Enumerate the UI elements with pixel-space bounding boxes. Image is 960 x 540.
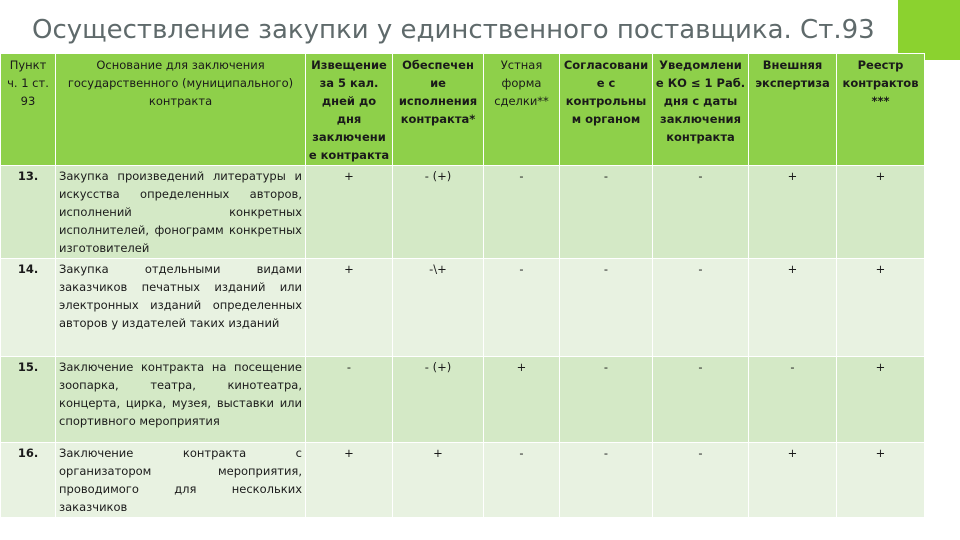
mark-approval: - (560, 259, 653, 357)
slide-title: Осуществление закупки у единственного поставщика. Ст.93 (32, 15, 875, 45)
header-registry: Реестр контрактов *** (837, 54, 925, 166)
mark-registry: + (837, 166, 925, 259)
mark-registry: + (837, 443, 925, 518)
row-number: 14. (1, 259, 56, 357)
mark-oral-form: - (484, 259, 560, 357)
mark-oral-form: + (484, 357, 560, 443)
header-approval: Согласовани е с контрольны м органом (560, 54, 653, 166)
row-number: 16. (1, 443, 56, 518)
mark-expertise: + (749, 166, 837, 259)
row-basis: Закупка произведений литературы и искусства определенных авторов, исполнений конкретных исполнителей, фонограмм конкретных изготовителей (56, 166, 306, 259)
mark-expertise: - (749, 357, 837, 443)
row-number: 13. (1, 166, 56, 259)
procurement-table-container (0, 53, 924, 518)
mark-notification: - (653, 259, 749, 357)
table-row (1, 443, 925, 518)
mark-approval: - (560, 443, 653, 518)
header-clause: Пункт ч. 1 ст. 93 (1, 54, 56, 166)
mark-expertise: + (749, 443, 837, 518)
row-basis: Заключение контракта на посещение зоопарка, театра, кинотеатра, концерта, цирка, музея, выставки или спортивного мероприятия (56, 357, 306, 443)
mark-registry: + (837, 259, 925, 357)
table-row (1, 357, 925, 443)
table-header-row (1, 54, 925, 166)
mark-approval: - (560, 166, 653, 259)
row-basis: Закупка отдельными видами заказчиков печатных изданий или электронных изданий определенных авторов у издателей таких изданий (56, 259, 306, 357)
mark-notice: + (306, 443, 393, 518)
header-expertise: Внешняя экспертиза (749, 54, 837, 166)
mark-notice: + (306, 259, 393, 357)
mark-security: + (393, 443, 484, 518)
mark-security: -\+ (393, 259, 484, 357)
mark-approval: - (560, 357, 653, 443)
mark-oral-form: - (484, 443, 560, 518)
mark-security: - (+) (393, 357, 484, 443)
table-row (1, 259, 925, 357)
mark-notice: + (306, 166, 393, 259)
mark-notification: - (653, 166, 749, 259)
table-row (1, 166, 925, 259)
mark-security: - (+) (393, 166, 484, 259)
row-number: 15. (1, 357, 56, 443)
header-notification: Уведомлени е КО ≤ 1 Раб. дня с даты заключения контракта (653, 54, 749, 166)
header-security: Обеспечен ие исполнения контракта* (393, 54, 484, 166)
mark-notification: - (653, 357, 749, 443)
procurement-table (0, 53, 925, 518)
mark-registry: + (837, 357, 925, 443)
header-oral-form: Устная форма сделки** (484, 54, 560, 166)
mark-notification: - (653, 443, 749, 518)
mark-oral-form: - (484, 166, 560, 259)
mark-notice: - (306, 357, 393, 443)
header-notice: Извещение за 5 кал. дней до дня заключени е контракта (306, 54, 393, 166)
header-basis: Основание для заключения государственного (муниципального) контракта (56, 54, 306, 166)
mark-expertise: + (749, 259, 837, 357)
accent-bar (898, 0, 960, 60)
row-basis: Заключение контракта с организатором мероприятия, проводимого для нескольких заказчиков (56, 443, 306, 518)
